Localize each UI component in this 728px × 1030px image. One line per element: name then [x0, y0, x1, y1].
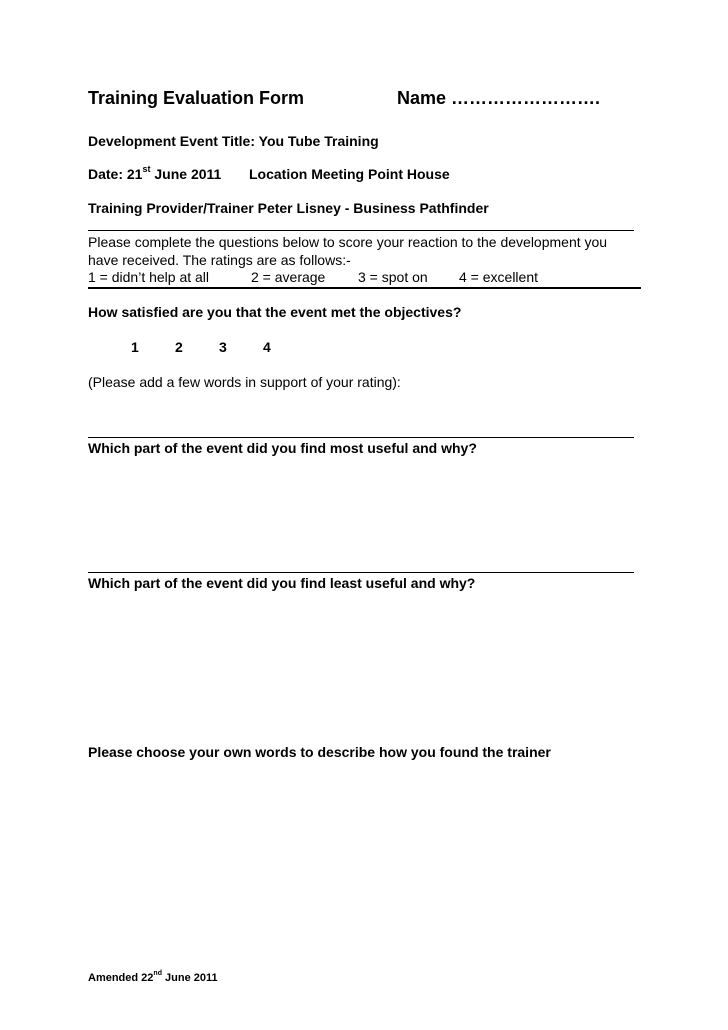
- question-least-useful: Which part of the event did you find least useful and why?: [88, 575, 476, 591]
- event-title: Development Event Title: You Tube Training: [88, 133, 379, 149]
- rating-option-1[interactable]: 1: [131, 339, 139, 355]
- training-provider: Training Provider/Trainer Peter Lisney - Business Pathfinder: [88, 200, 489, 216]
- question-most-useful: Which part of the event did you find most useful and why?: [88, 440, 477, 456]
- amended-prefix: Amended 22: [88, 972, 154, 984]
- event-date: [88, 166, 221, 182]
- answer-line-1[interactable]: [88, 437, 634, 438]
- rating-support-note: (Please add a few words in support of your rating):: [88, 374, 401, 390]
- answer-line-2[interactable]: [88, 572, 634, 573]
- instructions-line-2: have received. The ratings are as follows:-: [88, 252, 351, 268]
- divider-line: [88, 230, 634, 231]
- rating-scale-3: 3 = spot on: [358, 269, 428, 285]
- question-objectives: How satisfied are you that the event met the objectives?: [88, 304, 462, 320]
- amended-rest: June 2011: [161, 972, 218, 984]
- rating-option-4[interactable]: 4: [263, 339, 271, 355]
- amended-ordinal: nd: [153, 970, 162, 978]
- rating-option-2[interactable]: 2: [175, 339, 183, 355]
- instructions-line-1: Please complete the questions below to score your reaction to the development you: [88, 234, 608, 250]
- rating-scale-2: 2 = average: [251, 269, 326, 285]
- name-field-label: Name …………………….: [397, 88, 601, 108]
- rating-scale-1: 1 = didn’t help at all: [88, 269, 210, 285]
- amended-date: [88, 972, 218, 984]
- rating-option-3[interactable]: 3: [219, 339, 227, 355]
- date-prefix: Date: 21: [88, 166, 143, 182]
- question-trainer-description: Please choose your own words to describe how you found the trainer: [88, 744, 551, 760]
- date-rest: June 2011: [150, 166, 222, 182]
- form-title: Training Evaluation Form: [88, 88, 305, 108]
- date-ordinal: st: [142, 164, 151, 175]
- instructions-bottom-rule: [88, 287, 641, 289]
- event-location: Location Meeting Point House: [249, 166, 450, 182]
- rating-scale-4: 4 = excellent: [459, 269, 538, 285]
